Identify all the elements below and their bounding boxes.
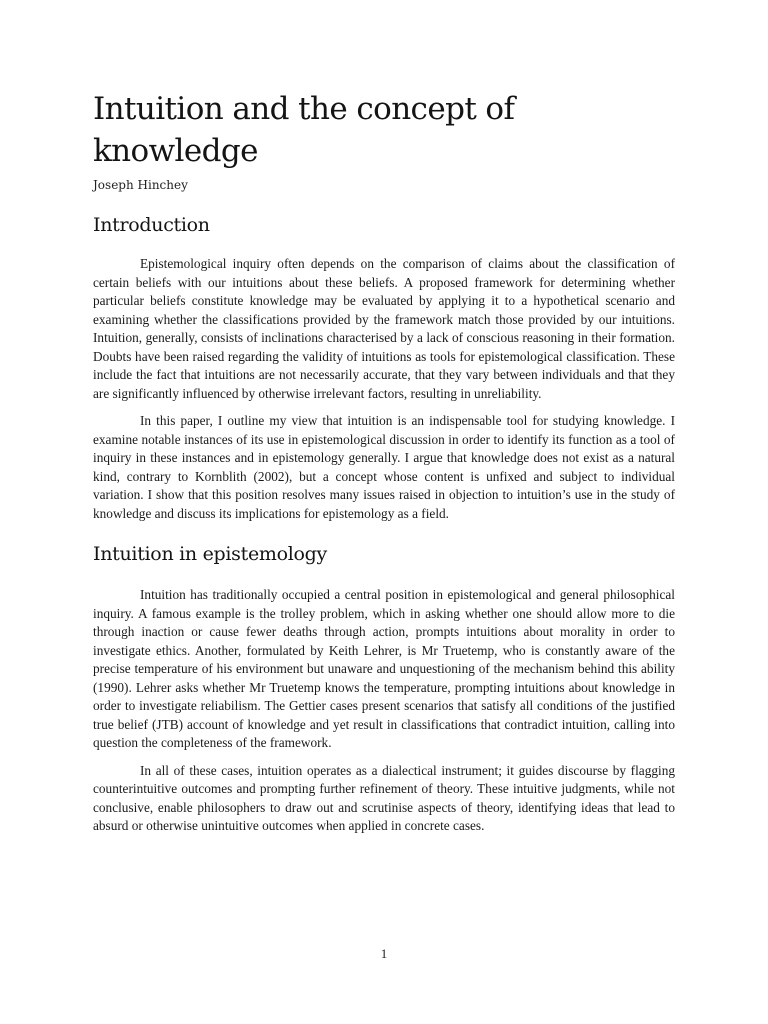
paper-title: Intuition and the concept of knowledge (93, 91, 515, 169)
intro-paragraph-1: Epistemological inquiry often depends on the comparison of claims about the classification of certain beliefs with our intuitions about these beliefs. A proposed framework for determining whether particular beliefs constitute knowledge may be evaluated by applying it to a hypothetical scenario and examining whether the classifications provided by the framework match those provided by our intuitions. Intuition, generally, consists of inclinations characterised by a lack of conscious reasoning in their formation. Doubts have been raised regarding the validity of intuitions as tools for epistemological classification. These include the fact that intuitions are not necessarily accurate, that they vary between individuals and that they are significantly influenced by otherwise irrelevant factors, resulting in unreliability. (93, 256, 675, 401)
section-heading-introduction: Introduction (93, 214, 210, 236)
epistemology-paragraph-1: Intuition has traditionally occupied a central position in epistemological and general philosophical inquiry. A famous example is the trolley problem, which in asking whether one should allow more to die through inaction or cause fewer deaths through action, prompts intuitions about morality in order to investigate ethics. Another, formulated by Keith Lehrer, is Mr Truetemp, who is constantly aware of the precise temperature of his environment but unaware and unquestioning of the mechanism behind this ability (1990). Lehrer asks whether Mr Truetemp knows the temperature, prompting intuitions about knowledge in order to investigate reliabilism. The Gettier cases present scenarios that satisfy all conditions of the justified true belief (JTB) account of knowledge and yet result in classifications that contradict intuition, calling into question the completeness of the framework. (93, 587, 675, 750)
intro-paragraph-2: In this paper, I outline my view that intuition is an indispensable tool for studying knowledge. I examine notable instances of its use in epistemological discussion in order to identify its function as a tool of inquiry in these instances and in epistemology generally. I argue that knowledge does not exist as a natural kind, contrary to Kornblith (2002), but a concept whose content is unfixed and subject to individual variation. I show that this position resolves many issues raised in objection to intuition’s use in the study of knowledge and discuss its implications for epistemology as a field. (93, 413, 675, 521)
page-number: 1 (380, 946, 388, 961)
author-name: Joseph Hinchey (93, 178, 188, 192)
epistemology-paragraph-2: In all of these cases, intuition operates as a dialectical instrument; it guides discourse by flagging counterintuitive outcomes and prompting further refinement of theory. These intuitive judgments, while not conclusive, enable philosophers to draw out and scrutinise aspects of theory, identifying ideas that lead to absurd or otherwise unintuitive outcomes when applied in concrete cases. (93, 762, 675, 833)
paper-page (93, 88, 675, 836)
section-heading-intuition-in-epistemology: Intuition in epistemology (93, 543, 327, 565)
